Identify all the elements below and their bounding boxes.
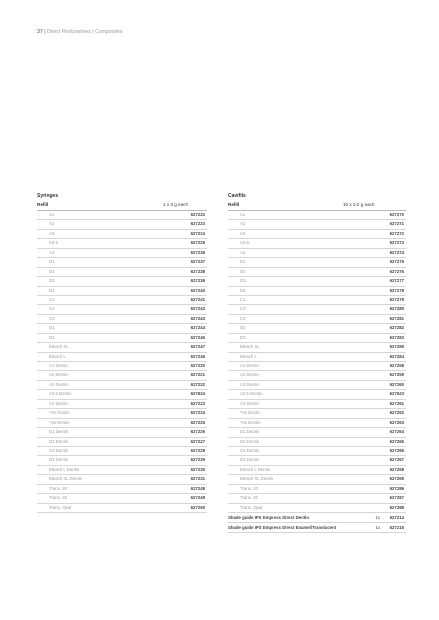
article-number: 627249	[190, 495, 205, 501]
article-number: 627261	[389, 400, 404, 406]
table-row	[37, 334, 207, 343]
shade-name: Trans. Opal	[240, 504, 263, 510]
table-row	[228, 353, 406, 362]
table-row	[228, 315, 406, 324]
shade-name: D2	[240, 268, 246, 274]
table-row	[37, 230, 207, 239]
table-row	[37, 494, 207, 503]
shade-name: A1 Dentin	[49, 363, 68, 368]
article-number: 627282	[389, 325, 404, 331]
shade-guide-row	[228, 513, 406, 523]
table-row	[37, 381, 207, 390]
syringes-pack-header: 1 x 3 g each	[163, 202, 189, 207]
table-row	[228, 504, 406, 513]
table-row	[37, 419, 207, 428]
table-row	[37, 390, 207, 399]
shade-name: D1	[49, 259, 55, 265]
shade-name: D1	[49, 325, 55, 331]
table-row	[37, 287, 207, 296]
shade-name: Bleach XL Dentin	[49, 476, 83, 482]
article-number: 627623	[389, 391, 404, 397]
shade-guide-qty: 1x	[375, 525, 380, 530]
table-row	[228, 220, 406, 229]
table-row	[228, 287, 406, 296]
article-number: 627265	[389, 438, 404, 444]
shade-name: D1 Dentin	[240, 429, 260, 435]
shade-name: D3 Dentin	[240, 457, 260, 463]
shade-name: D1	[240, 259, 246, 265]
article-number: 627288	[389, 504, 404, 510]
article-number: 627223	[190, 221, 205, 227]
article-number: 627259	[389, 372, 404, 378]
table-row	[228, 258, 406, 267]
shade-name: *A6 Dentin	[49, 419, 70, 425]
shade-name: A3 Dentin	[240, 381, 259, 387]
table-row	[228, 296, 406, 305]
shade-name: Bleach XL	[240, 344, 260, 350]
article-number: 627237	[190, 259, 205, 265]
shade-name: Trans. 30	[240, 495, 258, 501]
article-number: 627281	[389, 315, 404, 321]
table-row	[37, 220, 207, 229]
table-row	[228, 277, 406, 286]
shade-name: A1	[49, 212, 55, 217]
shade-guides	[228, 513, 406, 533]
table-row	[37, 447, 207, 456]
shade-name: A3.5	[49, 240, 58, 246]
page-header	[37, 29, 122, 35]
article-number: 627229	[190, 457, 205, 463]
shade-name: A3.5 Dentin	[49, 391, 72, 397]
table-row	[37, 362, 207, 371]
shade-name: D3	[240, 278, 246, 284]
table-row	[37, 296, 207, 305]
article-number: 627225	[190, 419, 205, 425]
shade-name: A3	[49, 230, 55, 236]
shade-name: A2 Dentin	[240, 372, 259, 378]
table-row	[228, 456, 406, 465]
table-row	[228, 381, 406, 390]
shade-name: Bleach XL Dentin	[240, 476, 274, 482]
table-row	[228, 409, 406, 418]
shade-name: A3 Dentin	[49, 381, 68, 387]
shade-name: Bleach L	[49, 353, 66, 359]
table-row	[228, 485, 406, 494]
article-number: 627231	[190, 476, 205, 482]
article-number: 627277	[389, 278, 404, 284]
article-number: 627280	[389, 306, 404, 312]
article-number: 627278	[389, 287, 404, 293]
shade-name: D2	[240, 325, 246, 331]
table-row	[37, 343, 207, 352]
shade-name: Bleach XL	[49, 344, 69, 350]
article-number: 627221	[190, 372, 205, 378]
shade-name: C3	[49, 315, 55, 321]
table-row	[37, 305, 207, 314]
shade-name: C3 Dentin	[49, 447, 69, 453]
article-number: 627230	[190, 466, 205, 472]
shade-name: A2	[240, 221, 246, 227]
article-number: 627240	[190, 287, 205, 293]
cavifils-header-row	[228, 201, 406, 210]
article-number: 627220	[190, 363, 205, 368]
table-row	[228, 239, 406, 248]
shade-name: D1 Dentin	[49, 429, 69, 435]
article-number: 627264	[389, 429, 404, 435]
article-number: 627287	[389, 495, 404, 501]
shade-name: D2 Dentin	[49, 438, 69, 444]
table-row	[228, 447, 406, 456]
article-number: 627224	[190, 230, 205, 236]
shade-name: A3	[240, 230, 246, 236]
article-number: 627275	[389, 259, 404, 265]
article-number: 627624	[190, 391, 205, 397]
table-row	[37, 485, 207, 494]
shade-name: C2	[240, 306, 246, 312]
article-number: 627262	[389, 410, 404, 416]
cavifils-refill-header: Refill	[228, 202, 240, 207]
article-number: 627270	[389, 212, 404, 217]
shade-name: D2 Dentin	[240, 438, 260, 444]
section-title: Direct Restoratives | Composites	[47, 29, 123, 35]
article-number: 627269	[389, 476, 404, 482]
table-row	[37, 456, 207, 465]
article-number: 627258	[389, 363, 404, 368]
article-number: 627228	[190, 447, 205, 453]
table-row	[228, 400, 406, 409]
article-number: 627273	[389, 240, 404, 246]
table-row	[228, 324, 406, 333]
article-number: 627286	[389, 485, 404, 491]
shade-guide-article: 627215	[389, 525, 404, 530]
article-number: 627239	[190, 278, 205, 284]
shade-name: A3.5 Dentin	[240, 391, 263, 397]
article-number: 627276	[389, 268, 404, 274]
table-row	[228, 249, 406, 258]
table-row	[37, 258, 207, 267]
cavifils-title: Cavifils	[228, 193, 246, 199]
article-number: 627243	[190, 315, 205, 321]
table-row	[37, 315, 207, 324]
table-row	[228, 211, 406, 220]
article-number: 627285	[389, 344, 404, 350]
table-row	[228, 362, 406, 371]
shade-name: A4	[240, 249, 246, 255]
syringes-title: Syringes	[37, 193, 59, 199]
article-number: 627236	[190, 249, 205, 255]
table-row	[228, 305, 406, 314]
article-number: 627274	[389, 249, 404, 255]
shade-name: C2	[49, 306, 55, 312]
shade-name: A1	[240, 212, 246, 217]
shade-name: Trans. 20	[240, 485, 258, 491]
shade-guide-label: Shade guide IPS Empress Direct Enamel/Translucent	[228, 525, 337, 530]
shade-name: *A5 Dentin	[49, 410, 70, 416]
article-number: 627226	[190, 429, 205, 435]
table-row	[37, 504, 207, 513]
article-number: 627223	[190, 400, 205, 406]
shade-name: D2 Dentin	[49, 457, 69, 463]
cavifils-table	[228, 192, 406, 533]
table-row	[37, 409, 207, 418]
article-number: 627247	[190, 344, 205, 350]
table-row	[228, 343, 406, 352]
table-row	[37, 353, 207, 362]
syringes-refill-header: Refill	[37, 202, 49, 207]
article-number: 627241	[190, 296, 205, 302]
article-number: 627279	[389, 296, 404, 302]
article-number: 627238	[190, 268, 205, 274]
table-row	[228, 438, 406, 447]
article-number: 627242	[190, 306, 205, 312]
article-number: 627268	[389, 466, 404, 472]
cavifils-rows	[228, 210, 406, 513]
article-number: 627250	[190, 504, 205, 510]
table-row	[37, 475, 207, 484]
table-row	[37, 239, 207, 248]
article-number: 627245	[190, 334, 205, 340]
syringes-table	[37, 192, 207, 513]
table-row	[228, 428, 406, 437]
shade-name: A1 Dentin	[240, 363, 259, 368]
article-number: 627267	[389, 457, 404, 463]
shade-name: C1	[240, 296, 246, 302]
shade-name: D4	[49, 287, 55, 293]
article-number: 627263	[389, 419, 404, 425]
syringes-rows	[37, 210, 207, 513]
table-row	[37, 428, 207, 437]
shade-name: Bleach L Dentin	[49, 466, 80, 472]
header-separator: |	[44, 29, 46, 35]
article-number: 627272	[389, 230, 404, 236]
article-number: 627222	[190, 381, 205, 387]
table-row	[37, 211, 207, 220]
article-number: 627246	[190, 353, 205, 359]
shade-name: D3	[240, 334, 246, 340]
shade-name: A2 Dentin	[49, 372, 68, 378]
table-row	[37, 466, 207, 475]
shade-name: A4	[49, 249, 55, 255]
article-number: 627284	[389, 353, 404, 359]
article-number: 627225	[190, 240, 205, 246]
shade-name: C3	[240, 315, 246, 321]
page-number: 37	[37, 29, 43, 35]
table-row	[228, 268, 406, 277]
shade-guide-row	[228, 523, 406, 533]
table-row	[37, 438, 207, 447]
table-row	[37, 249, 207, 258]
article-number: 627271	[389, 221, 404, 227]
article-number: 627227	[190, 438, 205, 444]
shade-guide-label: Shade guide IPS Empress Direct Dentin	[228, 515, 309, 520]
article-number: 627244	[190, 325, 205, 331]
table-row	[228, 371, 406, 380]
shade-name: D4	[240, 287, 246, 293]
shade-name: Trans. Opal	[49, 504, 72, 510]
article-number: 627248	[190, 485, 205, 491]
shade-name: Trans. 30	[49, 495, 67, 501]
article-number: 627224	[190, 410, 205, 416]
cavifils-pack-header: 10 x 0.2 g each	[343, 202, 375, 207]
table-row	[228, 494, 406, 503]
shade-name: D2	[49, 268, 55, 274]
article-number: 627283	[389, 334, 404, 340]
shade-name: Trans. 20	[49, 485, 67, 491]
article-number: 627222	[190, 212, 205, 217]
shade-name: C1	[49, 296, 55, 302]
table-row	[228, 230, 406, 239]
shade-name: A4 Dentin	[240, 400, 259, 406]
shade-name: A2	[49, 221, 55, 227]
article-number: 627260	[389, 381, 404, 387]
shade-name: *A6 Dentin	[240, 419, 261, 425]
article-number: 627266	[389, 447, 404, 453]
table-row	[228, 419, 406, 428]
shade-name: D3	[49, 334, 55, 340]
shade-name: D3	[49, 278, 55, 284]
table-row	[37, 277, 207, 286]
shade-name: Bleach L	[240, 353, 257, 359]
table-row	[228, 390, 406, 399]
table-row	[228, 334, 406, 343]
table-row	[37, 371, 207, 380]
shade-guide-article: 627214	[389, 515, 404, 520]
syringes-header-row	[37, 201, 207, 210]
shade-name: A4 Dentin	[49, 400, 68, 406]
table-row	[37, 268, 207, 277]
shade-name: C3 Dentin	[240, 447, 260, 453]
shade-guide-qty: 1x	[375, 515, 380, 520]
table-row	[37, 400, 207, 409]
table-row	[228, 466, 406, 475]
table-row	[37, 324, 207, 333]
shade-name: *A5 Dentin	[240, 410, 261, 416]
shade-name: Bleach L Dentin	[240, 466, 271, 472]
shade-name: A3.5	[240, 240, 249, 246]
table-row	[228, 475, 406, 484]
